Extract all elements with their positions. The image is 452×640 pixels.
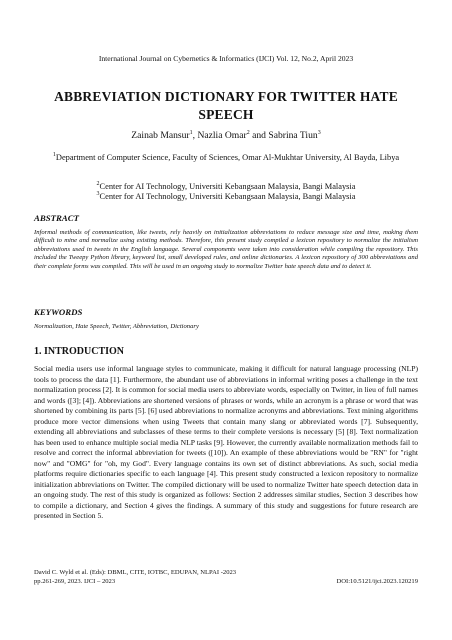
page-footer	[34, 568, 418, 586]
abstract-heading: ABSTRACT	[34, 213, 79, 223]
author-mark: 3	[317, 129, 321, 136]
keywords-text: Normalization, Hate Speech, Twitter, Abbreviation, Dictionary	[34, 323, 199, 330]
introduction-text: Social media users use informal language styles to communicate, making it difficult for natural language processing (NLP) tools to process the data [1]. Furthermore, the abundant use of abbreviations in informal writing poses a challenge in the text normalization process [2]. It is common for social media users to abbreviate words, especially on Twitter, in lieu of full names and words ([3]; [4]). Abbreviations are shortened versions of phrases or words, while an acronym is a phrase or word that was shortened by combining its parts [5]. [6] used abbreviations to normalize acronyms and abbreviations. Text mining algorithms produce more vector dimensions when using Tweets that contain many slang or abbreviated words [7]. Subsequently, extending all abbreviations and subclasses of these terms to their complete versions is necessary [5] [8]. Text normalization has been used to enhance multiple social media NLP tasks [9]. However, the currently available normalization methods fail to resolve and correct the informal abbreviation for tweets ([10]). An example of these abbreviations would be "RN" for "right now" and "OMG" for "oh, my God". Every language contains its own set of distinct abbreviations. As such, social media platforms require dictionaries specific to each language [4]. This present study constructed a lexicon repository to normalize initialization abbreviations on Twitter. The compiled dictionary will be used to normalize Twitter hate speech detection data in an ongoing study. The rest of this study is organized as follows: Section 2 addresses similar studies, Section 3 describes how to compile a dictionary, and Section 4 gives the findings. A summary of this study and suggestions for future research are presented in Section 5.	[34, 364, 418, 520]
affiliation-mark: 1	[52, 152, 56, 159]
author-name: Zainab Mansur	[131, 130, 190, 141]
affiliation-text: Center for AI Technology, Universiti Kebangsaan Malaysia, Bangi Malaysia	[99, 192, 356, 201]
journal-header: International Journal on Cybernetics & Informatics (IJCI) Vol. 12, No.2, April 2023	[98, 54, 354, 63]
footer-proceedings: David C. Wyld et al. (Eds): DBML, CITE, IOTBC, EDUPAN, NLPAI -2023	[34, 569, 237, 576]
introduction-heading: 1. INTRODUCTION	[34, 346, 125, 357]
author-mark: 1	[189, 129, 193, 136]
affiliation-text: Center for AI Technology, Universiti Kebangsaan Malaysia, Bangi Malaysia	[99, 182, 356, 191]
footer-pages: pp.261-269, 2023. IJCI – 2023	[34, 578, 116, 585]
author-separator: ,	[192, 130, 198, 141]
affiliation-mark: 3	[96, 191, 100, 198]
author-mark: 2	[246, 129, 250, 136]
keywords-heading: KEYWORDS	[34, 307, 83, 317]
author-name: Nazlia Omar	[197, 130, 247, 141]
affiliation	[40, 191, 412, 202]
abstract-text: Informal methods of communication, like tweets, rely heavily on initialization abbreviations to reduce message size and time, making them difficult to mine and normalize using existing methods. Therefore, this present study compiled a lexicon repository to normalize the initialism abbreviations used in tweets in the English language. Several components were taken into consideration while compiling the repository. This included the Tweepy Python library, keyword list, small developed rules, and online dictionaries. A lexicon repository of 300 abbreviations and their complete forms was compiled. This will be used in an ongoing study to normalize Twitter hate speech data and to detect it.	[34, 229, 418, 270]
footer-doi: DOI:10.5121/ijci.2023.120219	[336, 578, 418, 585]
author-name: Sabrina Tiun	[268, 130, 318, 141]
author-list	[0, 130, 452, 141]
author-and: and	[249, 130, 269, 141]
affiliation	[40, 152, 412, 163]
affiliation-mark: 2	[96, 181, 100, 188]
affiliation-text: Department of Computer Science, Faculty of Sciences, Omar Al-Mukhtar University, Al Bayda, Libya	[55, 153, 400, 162]
paper-title: ABBREVIATION DICTIONARY FOR TWITTER HATE SPEECH	[54, 89, 398, 122]
